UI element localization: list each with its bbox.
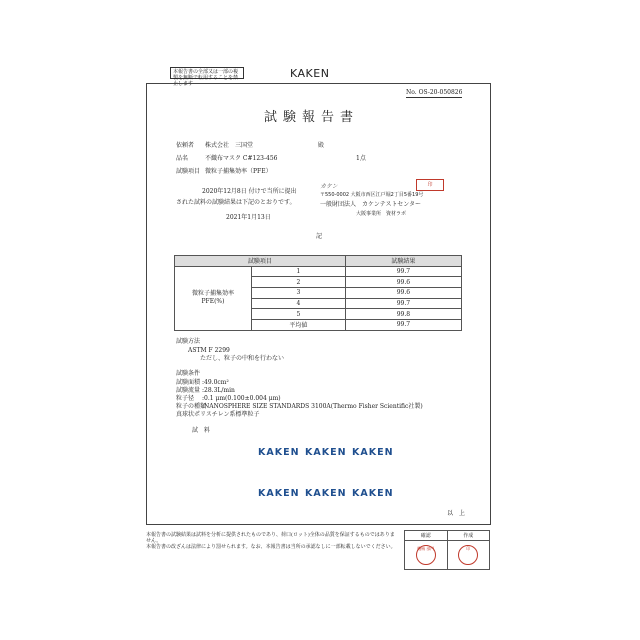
trial-value: 99.7 [345,266,461,277]
sample-logo: KAKEN [352,447,394,458]
approval-create-cell [447,541,490,570]
condition-type-label: 粒子の種類 [176,403,207,410]
average-label: 平均値 [252,320,346,331]
trial-number: 4 [252,298,346,309]
condition-flow-value: :28.3L/min [202,387,235,394]
approval-confirm-cell [405,541,448,570]
results-header-result: 試験結果 [345,256,461,267]
issuer-seal: 印 [416,179,444,191]
sample-logo: KAKEN [258,488,300,499]
test-item-label: 試験項目 [176,168,201,175]
issuer-organization: 一般財団法人 カケンテストセンター [320,201,422,208]
footer-note [146,532,396,550]
results-table [174,255,462,331]
client-label: 依頼者 [176,142,195,149]
product-label: 品名 [176,155,189,162]
trial-value: 99.6 [345,277,461,288]
trial-number: 3 [252,288,346,299]
results-header-item: 試験項目 [175,256,346,267]
condition-size-label: 粒子径 [176,395,195,402]
trial-value: 99.7 [345,298,461,309]
client-honorific: 殿 [318,142,325,149]
trial-number: 1 [252,266,346,277]
table-row [175,266,462,277]
sample-logo: KAKEN [305,488,347,499]
condition-type-value: :NANOSPHERE SIZE STANDARDS 3100A(Thermo Fisher Scientific社製) [202,403,423,410]
sample-logo: KAKEN [305,447,347,458]
closing-mark: 以 上 [447,510,466,517]
condition-type-note: 真球状ポリスチレン系標準粒子 [176,411,260,418]
sample-logo: KAKEN [352,488,394,499]
trial-value: 99.8 [345,309,461,320]
average-value: 99.7 [345,320,461,331]
report-date: 2021年1月13日 [226,214,271,221]
issuer-logo: カケン [320,183,338,190]
method-standard: ASTM F 2299 [188,347,230,354]
reproduction-notice-box [170,67,244,87]
ki-marker: 記 [316,233,323,240]
conditions-heading: 試験条件 [176,370,201,377]
results-item-name: 微粒子捕集効率 [191,290,234,298]
results-item-cell [175,266,252,330]
intro-line-1: 2020年12月8日 付けで当所に提出 [202,188,297,195]
report-number: No. OS-20-050826 [406,89,463,96]
confirm-seal: 機械 部門 [416,545,436,565]
footer-line-2: 本報告書の改ざんは法律により罰せられます。なお、本報告書は当所の承認なしに一部転載しないでください。 [146,544,396,550]
issuer-address: 〒550-0002 大阪市西区江戸堀2丁目5番19号 [320,192,424,198]
intro-line-2: された試料の試験結果は下記のとおりです。 [176,199,296,206]
footer-line-1: 本報告書の試験結果は試料を分析に提供されたものであり、荷口(ロット)全体の品質を保証するものではありません。 [146,532,395,544]
condition-area-label: 試験面積 [176,379,201,386]
condition-size-value: :0.1 μm(0.100±0.004 μm) [202,395,281,402]
brand-title: KAKEN [290,67,330,80]
client-company: 株式会社 三国堂 [205,142,254,149]
approval-stamp-row [405,541,490,570]
sample-logo: KAKEN [258,447,300,458]
sample-heading: 試 料 [192,427,211,434]
results-header-row [175,256,462,267]
approval-confirm-label: 確認 [405,531,448,541]
approval-table [404,530,490,570]
product-quantity: 1点 [356,155,366,162]
product-name: 不織布マスク C#123-456 [205,155,278,162]
trial-number: 5 [252,309,346,320]
create-seal: 印 [458,545,478,565]
condition-area-value: :49.0cm² [202,379,229,386]
issuer-branch: 大阪事業所 資材ラボ [356,211,407,217]
condition-flow-label: 試験流量 [176,387,201,394]
document-title: 試験報告書 [264,110,360,125]
method-heading: 試験方法 [176,338,201,345]
trial-number: 2 [252,277,346,288]
results-item-unit: PFE(%) [201,298,225,306]
test-item-value: 微粒子捕集効率（PFE） [205,168,272,175]
method-note: ただし、粒子の中和を行わない [200,355,285,362]
reproduction-notice: 本報告書の全部又は一部の複製を無断で転用することを禁止します [173,69,239,87]
approval-create-label: 作成 [447,531,490,541]
approval-header-row [405,531,490,541]
trial-value: 99.6 [345,288,461,299]
